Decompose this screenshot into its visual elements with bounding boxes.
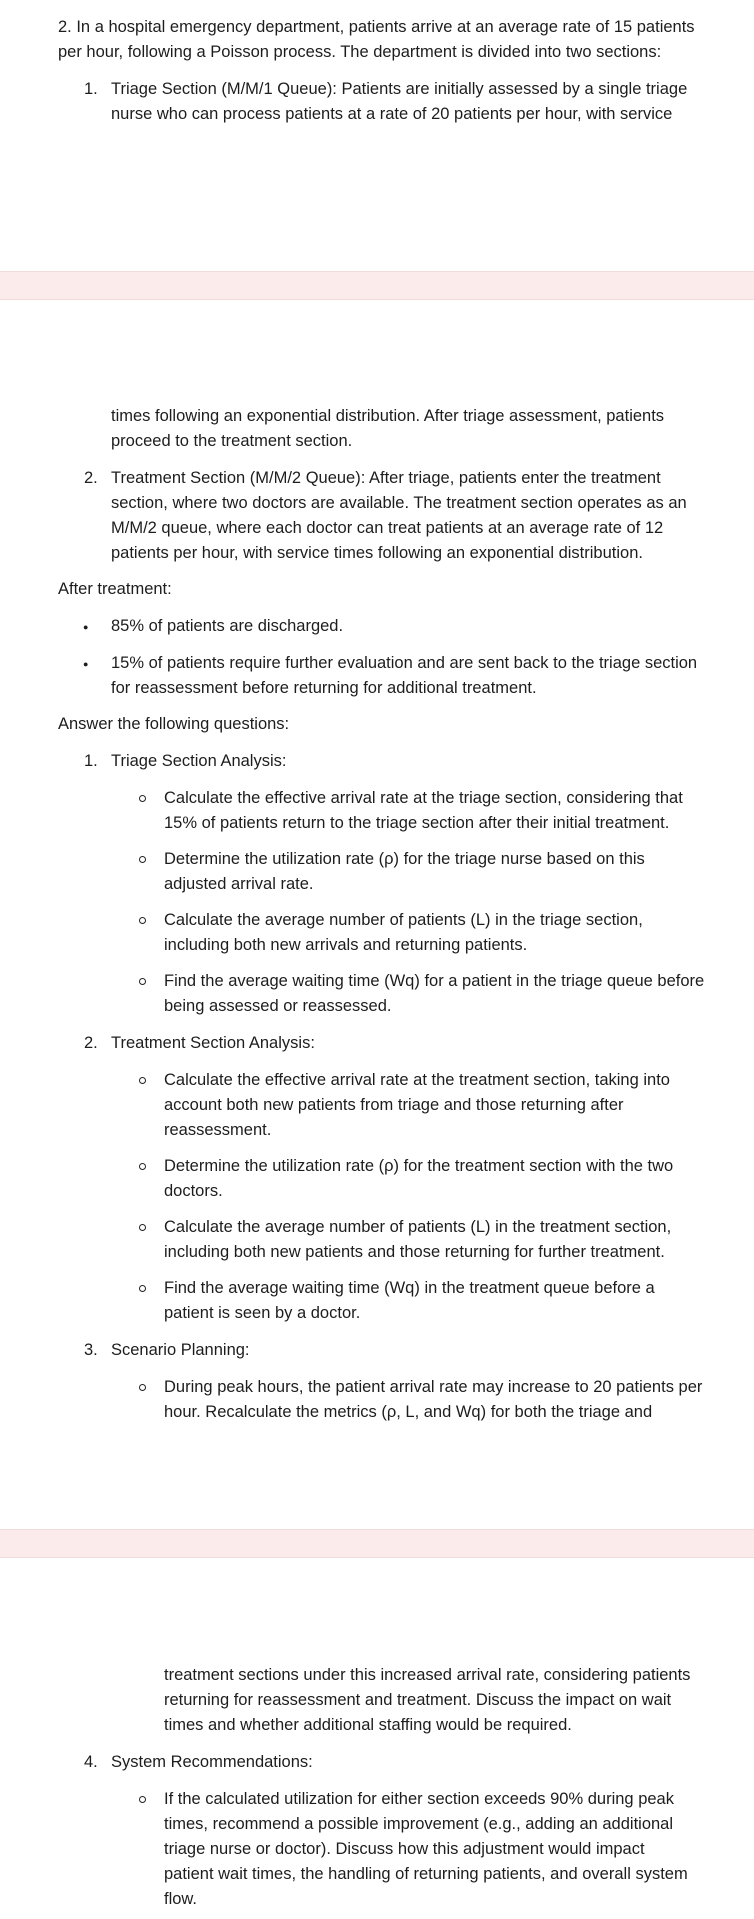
section-1-cont-line-1: times following an exponential distribution. After triage assessment, patients: [111, 407, 665, 425]
q3-item-1-line-2: hour. Recalculate the metrics (ρ, L, and Wq) for both the triage and: [164, 1403, 653, 1421]
section-1-line-1: Triage Section (M/M/1 Queue): Patients are initially assessed by a single triage: [111, 80, 688, 98]
q3-item-1-line-1: During peak hours, the patient arrival rate may increase to 20 patients per: [164, 1378, 703, 1396]
bullet-1-text: 85% of patients are discharged.: [111, 617, 344, 635]
q4-title: System Recommendations:: [111, 1753, 313, 1771]
q1-item-2-line-2: adjusted arrival rate.: [164, 875, 314, 893]
q1-item-3-marker: [139, 917, 146, 924]
section-1-line-2: nurse who can process patients at a rate of 20 patients per hour, with service: [111, 105, 673, 123]
q1-item-3-line-2: including both new arrivals and returning patients.: [164, 936, 528, 954]
q4-item-1-marker: [139, 1796, 146, 1803]
q2-title: Treatment Section Analysis:: [111, 1034, 315, 1052]
q4-item-1-line-3: triage nurse or doctor). Discuss how this adjustment would impact: [164, 1840, 645, 1858]
q1-item-3-line-1: Calculate the average number of patients (L) in the triage section,: [164, 911, 643, 929]
bullet-2-line-1: 15% of patients require further evaluation and are sent back to the triage section: [111, 654, 698, 672]
q1-item-1-line-2: 15% of patients return to the triage section after their initial treatment.: [164, 814, 670, 832]
intro-line-2: per hour, following a Poisson process. The department is divided into two sections:: [58, 43, 662, 61]
section-2-line-3: M/M/2 queue, where each doctor can treat patients at an average rate of 12: [111, 519, 664, 537]
q4-number: 4.: [84, 1753, 98, 1771]
answer-heading: Answer the following questions:: [58, 715, 290, 733]
q4-item-1-line-1: If the calculated utilization for either section exceeds 90% during peak: [164, 1790, 674, 1808]
q3-cont-line-1: treatment sections under this increased arrival rate, considering patients: [164, 1666, 691, 1684]
q2-item-1-line-2: account both new patients from triage and those returning after: [164, 1096, 624, 1114]
q3-number: 3.: [84, 1341, 98, 1359]
q3-cont-line-2: returning for reassessment and treatment. Discuss the impact on wait: [164, 1691, 672, 1709]
q2-item-3-line-1: Calculate the average number of patients (L) in the treatment section,: [164, 1218, 672, 1236]
q1-item-1-marker: [139, 795, 146, 802]
section-2-line-2: section, where two doctors are available. The treatment section operates as an: [111, 494, 687, 512]
q1-item-1-line-1: Calculate the effective arrival rate at the triage section, considering that: [164, 789, 683, 807]
intro-line-1: 2. In a hospital emergency department, patients arrive at an average rate of 15 patients: [58, 18, 695, 36]
q2-item-4-marker: [139, 1285, 146, 1292]
q4-item-1-line-5: flow.: [164, 1890, 198, 1908]
q2-item-2-marker: [139, 1163, 146, 1170]
q2-item-2-line-1: Determine the utilization rate (ρ) for the treatment section with the two: [164, 1157, 674, 1175]
q2-item-3-marker: [139, 1224, 146, 1231]
section-2-number: 2.: [84, 469, 98, 487]
q2-item-1-line-3: reassessment.: [164, 1121, 272, 1139]
page-break-2: [0, 1529, 754, 1558]
section-2-line-4: patients per hour, with service times following an exponential distribution.: [111, 544, 643, 562]
q1-item-4-marker: [139, 978, 146, 985]
q3-title: Scenario Planning:: [111, 1341, 250, 1359]
after-treatment-heading: After treatment:: [58, 580, 172, 598]
q1-item-2-marker: [139, 856, 146, 863]
section-1-cont-line-2: proceed to the treatment section.: [111, 432, 353, 450]
q4-item-1-line-2: times, recommend a possible improvement (e.g., adding an additional: [164, 1815, 674, 1833]
q1-item-2-line-1: Determine the utilization rate (ρ) for the triage nurse based on this: [164, 850, 645, 868]
q1-number: 1.: [84, 752, 98, 770]
q3-cont-line-3: times and whether additional staffing would be required.: [164, 1716, 572, 1734]
bullet-dot-2: ●: [83, 659, 89, 669]
q2-item-2-line-2: doctors.: [164, 1182, 223, 1200]
q2-number: 2.: [84, 1034, 98, 1052]
section-2-line-1: Treatment Section (M/M/2 Queue): After triage, patients enter the treatment: [111, 469, 661, 487]
q1-item-4-line-2: being assessed or reassessed.: [164, 997, 392, 1015]
q2-item-1-marker: [139, 1077, 146, 1084]
q2-item-3-line-2: including both new patients and those returning for further treatment.: [164, 1243, 665, 1261]
q1-title: Triage Section Analysis:: [111, 752, 287, 770]
section-1-number: 1.: [84, 80, 98, 98]
q1-item-4-line-1: Find the average waiting time (Wq) for a patient in the triage queue before: [164, 972, 705, 990]
q4-item-1-line-4: patient wait times, the handling of returning patients, and overall system: [164, 1865, 688, 1883]
bullet-dot-1: ●: [83, 622, 89, 632]
bullet-2-line-2: for reassessment before returning for additional treatment.: [111, 679, 537, 697]
q2-item-4-line-2: patient is seen by a doctor.: [164, 1304, 361, 1322]
q3-item-1-marker: [139, 1384, 146, 1391]
page-break-1: [0, 271, 754, 300]
q2-item-1-line-1: Calculate the effective arrival rate at the treatment section, taking into: [164, 1071, 670, 1089]
q2-item-4-line-1: Find the average waiting time (Wq) in the treatment queue before a: [164, 1279, 655, 1297]
